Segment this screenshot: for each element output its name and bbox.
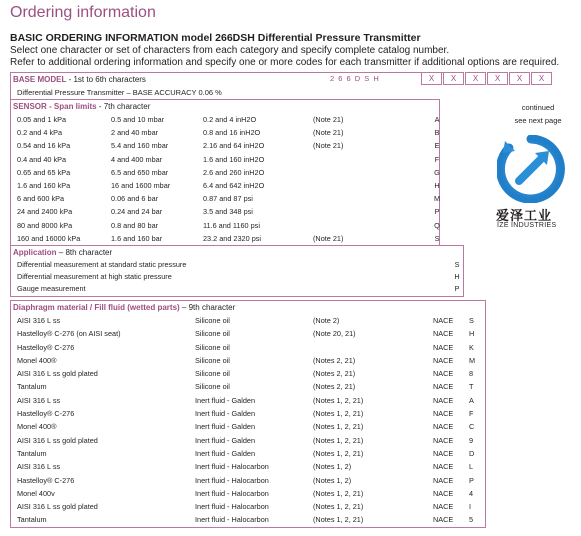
span-kpa: 0.2 and 4 kPa (17, 128, 63, 138)
diaphragm-note: (Note 20, 21) (313, 329, 356, 339)
table-row (11, 126, 439, 139)
diaphragm-material: Hastelloy® C-276 (17, 342, 75, 352)
table-row (11, 341, 485, 354)
sensor-code: G (434, 167, 440, 177)
diaphragm-code: I (469, 502, 472, 512)
nace-label: NACE (433, 369, 454, 379)
character-box: X (465, 72, 486, 85)
table-row (11, 380, 485, 393)
diaphragm-material: AISI 316 L ss (17, 462, 61, 472)
diaphragm-note: (Notes 1, 2, 21) (313, 488, 364, 498)
table-row (11, 367, 485, 380)
diaphragm-material: AISI 316 L ss gold plated (17, 369, 98, 379)
fill-fluid: Silicone oil (195, 316, 230, 325)
application-subtitle: – 8th character (56, 247, 113, 257)
fill-fluid: Silicone oil (195, 355, 230, 365)
logo-chinese-name: 爱泽工业 (496, 208, 553, 223)
fill-fluid: Inert fluid - Halocarbon (195, 475, 269, 485)
table-row (11, 179, 439, 192)
nace-label: NACE (433, 462, 454, 472)
intro-line-1: Select one character or set of characters from each category and specify complete catalog number. (10, 45, 450, 56)
table-row (11, 219, 439, 232)
application-code: H (454, 272, 460, 282)
diaphragm-material: AISI 316 L ss gold plated (17, 435, 98, 445)
nace-label: NACE (433, 409, 454, 419)
diaphragm-code: 5 (469, 515, 474, 525)
fill-fluid: Silicone oil (195, 329, 230, 339)
ordering-table (10, 72, 464, 297)
span-mbar: 4 and 400 mbar (111, 154, 163, 164)
table-row (11, 166, 439, 179)
span-mbar: 0.24 and 24 bar (111, 207, 163, 217)
sensor-code: E (434, 141, 440, 151)
span-kpa: 80 and 8000 kPa (17, 220, 73, 230)
diaphragm-code: H (469, 329, 475, 339)
continued-note (493, 101, 581, 127)
span-inh2o: 2.6 and 260 inH2O (203, 167, 265, 177)
table-row (11, 192, 439, 205)
table-row (11, 487, 485, 500)
diaphragm-code: L (469, 462, 474, 472)
diaphragm-material: Hastelloy® C-276 (17, 475, 75, 485)
intro-heading: BASIC ORDERING INFORMATION model 266DSH Differential Pressure Transmitter (10, 32, 421, 44)
application-header (11, 246, 463, 259)
diaphragm-material: Monel 400® (17, 422, 57, 432)
fill-fluid: Silicone oil (195, 382, 230, 392)
sensor-code: Q (434, 220, 440, 230)
nace-label: NACE (433, 355, 454, 365)
sensor-code: B (434, 128, 440, 138)
nace-label: NACE (433, 329, 454, 339)
diaphragm-header (11, 301, 485, 314)
fill-fluid: Inert fluid - Halocarbon (195, 462, 269, 472)
sensor-section (10, 99, 440, 245)
fill-fluid: Inert fluid - Galden (195, 409, 256, 419)
span-inh2o: 0.87 and 87 psi (203, 194, 253, 204)
diaphragm-note: (Notes 2, 21) (313, 355, 356, 365)
table-row (11, 447, 485, 460)
table-row (11, 500, 485, 513)
nace-label: NACE (433, 448, 454, 458)
fill-fluid: Inert fluid - Galden (195, 435, 256, 445)
span-kpa: 24 and 2400 kPa (17, 207, 73, 217)
diaphragm-code: T (469, 382, 474, 392)
fill-fluid: Inert fluid - Galden (195, 448, 256, 458)
span-mbar: 0.8 and 80 bar (111, 220, 159, 230)
application-code: P (454, 284, 460, 294)
span-inh2o: 11.6 and 1160 psi (203, 220, 260, 230)
span-mbar: 6.5 and 650 mbar (111, 167, 169, 177)
diaphragm-section (10, 300, 486, 528)
table-row (11, 314, 485, 327)
span-kpa: 0.4 and 40 kPa (17, 154, 67, 164)
span-inh2o: 0.2 and 4 inH2O (203, 115, 257, 124)
span-mbar: 2 and 40 mbar (111, 128, 159, 138)
character-box: X (421, 72, 442, 85)
fill-fluid: Inert fluid - Halocarbon (195, 515, 269, 525)
span-inh2o: 0.8 and 16 inH2O (203, 128, 261, 138)
nace-label: NACE (433, 395, 454, 405)
diaphragm-code: 4 (469, 488, 474, 498)
table-row (11, 327, 485, 340)
nace-label: NACE (433, 382, 454, 392)
diaphragm-material: AISI 316 L ss (17, 316, 61, 325)
diaphragm-code: P (469, 475, 474, 485)
diaphragm-code: 8 (469, 369, 474, 379)
table-row (11, 153, 439, 166)
diaphragm-note: (Notes 1, 2) (313, 462, 352, 472)
fill-fluid: Inert fluid - Halocarbon (195, 502, 269, 512)
application-code: S (454, 259, 460, 269)
continued-label: continued (521, 103, 555, 112)
span-kpa: 0.54 and 16 kPa (17, 141, 71, 151)
application-rows (11, 259, 463, 296)
intro-line-2: Refer to additional ordering information and specify one or more codes for each transmitter if additional options are required. (10, 57, 560, 68)
diaphragm-subtitle: – 9th character (179, 303, 236, 312)
nace-label: NACE (433, 515, 454, 525)
diaphragm-note: (Note 2) (313, 316, 340, 325)
diaphragm-note: (Notes 1, 2, 21) (313, 448, 364, 458)
diaphragm-material: Tantalum (17, 448, 47, 458)
nace-label: NACE (433, 342, 454, 352)
character-box: X (443, 72, 464, 85)
span-mbar: 5.4 and 160 mbar (111, 141, 169, 151)
diaphragm-note: (Notes 1, 2, 21) (313, 422, 364, 432)
fill-fluid: Silicone oil (195, 369, 230, 379)
span-note: (Note 21) (313, 115, 344, 124)
sensor-rows (11, 113, 439, 245)
span-kpa: 6 and 600 kPa (17, 194, 65, 204)
base-model-subtitle: - 1st to 6th characters (66, 75, 146, 84)
diaphragm-material: Hastelloy® C-276 (on AISI seat) (17, 329, 121, 339)
base-model-header (11, 73, 464, 86)
diaphragm-code: C (469, 422, 475, 432)
ize-logo-icon (497, 135, 565, 203)
span-inh2o: 3.5 and 348 psi (203, 207, 253, 217)
diaphragm-note: (Notes 1, 2, 21) (313, 502, 364, 512)
application-section (10, 245, 464, 297)
sensor-code: P (434, 207, 440, 217)
table-row (11, 513, 485, 526)
table-row (11, 474, 485, 487)
diaphragm-note: (Notes 1, 2, 21) (313, 515, 364, 525)
nace-label: NACE (433, 488, 454, 498)
page-title: Ordering information (10, 4, 156, 21)
span-kpa: 0.05 and 1 kPa (17, 115, 67, 124)
table-row (11, 113, 439, 126)
nace-label: NACE (433, 475, 454, 485)
diaphragm-note: (Notes 1, 2, 21) (313, 395, 364, 405)
logo-english-name: IZE INDUSTRIES (497, 222, 557, 229)
table-row (11, 460, 485, 473)
base-model-title: BASE MODEL (13, 75, 67, 84)
diaphragm-note: (Notes 2, 21) (313, 369, 356, 379)
diaphragm-material: AISI 316 L ss gold plated (17, 502, 98, 512)
base-model-row (11, 86, 464, 99)
intro (10, 32, 580, 69)
table-row (11, 283, 463, 295)
see-next-page-label: see next page (514, 116, 562, 125)
diaphragm-code: A (469, 395, 474, 405)
nace-label: NACE (433, 316, 454, 325)
diaphragm-note: (Notes 1, 2, 21) (313, 435, 364, 445)
span-kpa: 1.6 and 160 kPa (17, 180, 71, 190)
diaphragm-rows (11, 314, 485, 527)
sensor-code: S (434, 233, 440, 243)
nace-label: NACE (433, 502, 454, 512)
application-desc: Differential measurement at standard static pressure (17, 259, 187, 269)
span-inh2o: 1.6 and 160 inH2O (203, 154, 265, 164)
character-box: X (531, 72, 552, 85)
sensor-title: SENSOR - Span limits (13, 102, 97, 111)
sensor-code: F (434, 154, 440, 164)
span-kpa: 0.65 and 65 kPa (17, 167, 71, 177)
diaphragm-material: Monel 400® (17, 355, 57, 365)
table-row (11, 394, 485, 407)
span-inh2o: 23.2 and 2320 psi (203, 233, 262, 243)
diaphragm-material: AISI 316 L ss (17, 395, 61, 405)
table-row (11, 271, 463, 283)
sensor-code: A (434, 115, 440, 124)
fill-fluid: Silicone oil (195, 342, 230, 352)
application-title: Application (13, 247, 57, 257)
span-inh2o: 6.4 and 642 inH2O (203, 180, 265, 190)
span-note: (Note 21) (313, 141, 344, 151)
character-box: X (487, 72, 508, 85)
table-row (11, 259, 463, 271)
span-mbar: 16 and 1600 mbar (111, 180, 171, 190)
diaphragm-code: M (469, 355, 476, 365)
diaphragm-code: D (469, 448, 475, 458)
diaphragm-code: 9 (469, 435, 474, 445)
span-mbar: 1.6 and 160 bar (111, 233, 163, 243)
span-mbar: 0.06 and 6 bar (111, 194, 159, 204)
diaphragm-material: Monel 400v (17, 488, 55, 498)
nace-label: NACE (433, 435, 454, 445)
table-row (11, 354, 485, 367)
span-note: (Note 21) (313, 128, 344, 138)
diaphragm-material: Tantalum (17, 515, 47, 525)
application-desc: Differential measurement at high static pressure (17, 272, 172, 282)
table-row (11, 434, 485, 447)
diaphragm-note: (Notes 1, 2, 21) (313, 409, 364, 419)
span-kpa: 160 and 16000 kPa (17, 233, 81, 243)
model-code: 2 6 6 D S H (330, 74, 380, 83)
diaphragm-title: Diaphragm material / Fill fluid (wetted parts) (13, 303, 180, 312)
application-desc: Gauge measurement (17, 284, 86, 294)
diaphragm-code: S (469, 316, 474, 325)
sensor-code: M (433, 194, 441, 204)
table-row (11, 205, 439, 218)
diaphragm-note: (Notes 1, 2) (313, 475, 352, 485)
table-row (11, 407, 485, 420)
diaphragm-note: (Notes 2, 21) (313, 382, 356, 392)
diaphragm-code: K (469, 342, 474, 352)
diaphragm-material: Hastelloy® C-276 (17, 409, 75, 419)
fill-fluid: Inert fluid - Halocarbon (195, 488, 269, 498)
span-inh2o: 2.16 and 64 inH2O (203, 141, 265, 151)
base-model-desc: Differential Pressure Transmitter – BASE ACCURACY 0.06 % (17, 88, 222, 97)
diaphragm-code: F (469, 409, 474, 419)
diaphragm-material: Tantalum (17, 382, 47, 392)
fill-fluid: Inert fluid - Galden (195, 422, 256, 432)
table-row (11, 139, 439, 152)
fill-fluid: Inert fluid - Galden (195, 395, 256, 405)
sensor-header (11, 100, 439, 113)
sensor-code: H (434, 180, 440, 190)
sensor-subtitle: - 7th character (96, 102, 151, 111)
span-mbar: 0.5 and 10 mbar (111, 115, 165, 124)
span-note: (Note 21) (313, 233, 344, 243)
table-row (11, 232, 439, 245)
character-box: X (509, 72, 530, 85)
nace-label: NACE (433, 422, 454, 432)
table-row (11, 420, 485, 433)
base-model-section (10, 72, 464, 99)
